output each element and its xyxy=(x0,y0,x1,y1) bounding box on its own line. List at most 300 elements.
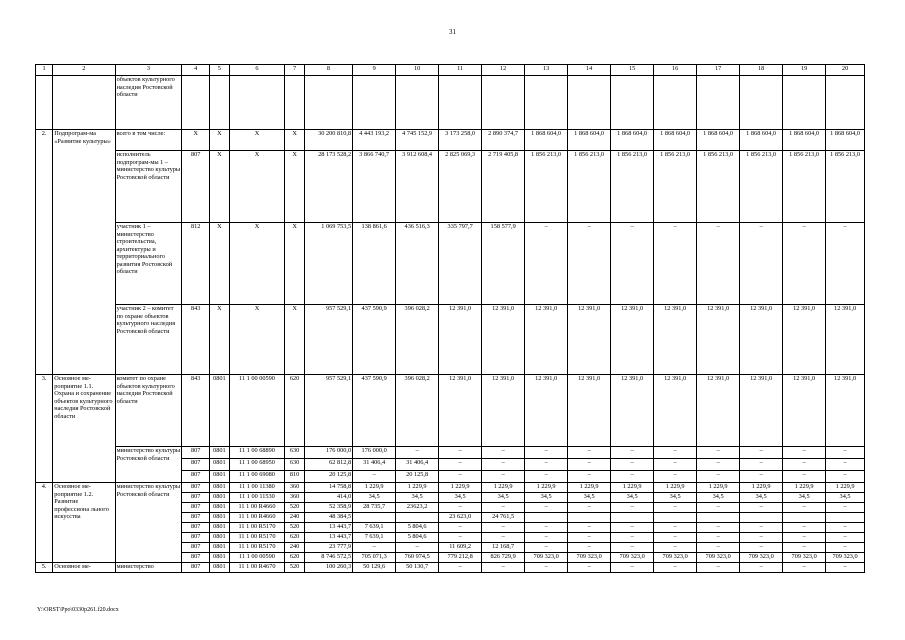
value-cell: – xyxy=(482,471,525,483)
admin-code-cell: 807 xyxy=(182,151,210,223)
expense-type-cell: 520 xyxy=(285,563,304,573)
admin-code-cell: 843 xyxy=(182,305,210,375)
target-code-cell: 11 1 00 00590 xyxy=(229,553,285,563)
target-code-cell: 11 1 00 68950 xyxy=(229,459,285,471)
value-cell: – xyxy=(697,523,740,533)
value-cell: 1 229,9 xyxy=(482,483,525,493)
executor-cell: исполнитель подпрограм-мы 1 – министерство культуры Ростовской области xyxy=(115,151,182,223)
expense-type-cell: 240 xyxy=(285,513,304,523)
value-cell: 5 804,6 xyxy=(396,533,439,543)
value-cell: – xyxy=(439,447,482,459)
value-cell: 23623,2 xyxy=(396,503,439,513)
empty-cell xyxy=(229,76,285,130)
section-code-cell: 0801 xyxy=(210,375,229,447)
value-cell: 7 639,1 xyxy=(353,523,396,533)
target-code-cell: 11 1 00 R4660 xyxy=(229,513,285,523)
target-code-cell: 11 1 00 R4670 xyxy=(229,563,285,573)
value-cell: – xyxy=(826,459,865,471)
section-code-cell: Х xyxy=(210,223,229,305)
target-code-cell: 11 1 00 R5170 xyxy=(229,533,285,543)
expense-type-cell: 240 xyxy=(285,543,304,553)
section-code-cell: 0801 xyxy=(210,543,229,553)
table-row xyxy=(36,305,865,375)
budget-table xyxy=(35,64,865,573)
admin-code-cell: Х xyxy=(182,130,210,151)
value-cell: – xyxy=(568,523,611,533)
value-cell: 28 173 528,2 xyxy=(304,151,352,223)
value-cell: – xyxy=(697,533,740,543)
header-row xyxy=(36,65,865,76)
target-code-cell: 11 1 00 69080 xyxy=(229,471,285,483)
executor-cell: министерство культуры Ростовской области xyxy=(115,447,182,483)
value-cell: 12 391,0 xyxy=(740,305,783,375)
column-header-2: 2 xyxy=(53,65,115,76)
column-header-18: 18 xyxy=(740,65,783,76)
value-cell: – xyxy=(783,503,826,513)
column-header-3: 3 xyxy=(115,65,182,76)
value-cell: 1 868 604,0 xyxy=(740,130,783,151)
value-cell: – xyxy=(783,543,826,553)
value-cell: – xyxy=(697,543,740,553)
value-cell: – xyxy=(482,563,525,573)
value-cell: – xyxy=(740,447,783,459)
value-cell: 1 856 213,0 xyxy=(740,151,783,223)
section-code-cell: 0801 xyxy=(210,471,229,483)
expense-type-cell: 620 xyxy=(285,375,304,447)
value-cell: – xyxy=(482,459,525,471)
value-cell: – xyxy=(654,223,697,305)
value-cell: 1 229,9 xyxy=(611,483,654,493)
admin-code-cell: 807 xyxy=(182,483,210,493)
column-header-5: 5 xyxy=(210,65,229,76)
program-name-cell: Подпрограм-ма «Развитие культуры» xyxy=(53,130,115,375)
value-cell: – xyxy=(611,459,654,471)
value-cell: 20 125,8 xyxy=(304,471,352,483)
column-header-14: 14 xyxy=(568,65,611,76)
value-cell: 31 406,4 xyxy=(396,459,439,471)
section-code-cell: Х xyxy=(210,305,229,375)
value-cell: – xyxy=(783,523,826,533)
empty-cell xyxy=(482,76,525,130)
section-code-cell: 0801 xyxy=(210,483,229,493)
empty-cell xyxy=(783,76,826,130)
column-header-20: 20 xyxy=(826,65,865,76)
row-number-cell: 3. xyxy=(36,375,53,483)
executor-cell: всего в том числе: xyxy=(115,130,182,151)
value-cell: 12 391,0 xyxy=(697,305,740,375)
value-cell: – xyxy=(568,543,611,553)
value-cell: 12 391,0 xyxy=(525,305,568,375)
value-cell: – xyxy=(439,563,482,573)
value-cell: – xyxy=(826,223,865,305)
value-cell: 100 260,3 xyxy=(304,563,352,573)
value-cell: 34,5 xyxy=(783,493,826,503)
executor-cell: министерство xyxy=(115,563,182,573)
value-cell: 50 129,6 xyxy=(353,563,396,573)
value-cell: 709 323,0 xyxy=(826,553,865,563)
value-cell: 34,5 xyxy=(611,493,654,503)
value-cell: – xyxy=(568,563,611,573)
value-cell: 12 391,0 xyxy=(439,375,482,447)
value-cell: – xyxy=(611,563,654,573)
value-cell: 34,5 xyxy=(826,493,865,503)
value-cell xyxy=(353,513,396,523)
value-cell: 34,5 xyxy=(740,493,783,503)
admin-code-cell: 807 xyxy=(182,543,210,553)
value-cell: 709 323,0 xyxy=(740,553,783,563)
value-cell: – xyxy=(396,447,439,459)
value-cell: 1 229,9 xyxy=(525,483,568,493)
target-code-cell: 11 1 00 R5170 xyxy=(229,523,285,533)
value-cell: 1 856 213,0 xyxy=(826,151,865,223)
value-cell: 2 890 374,7 xyxy=(482,130,525,151)
value-cell: 31 406,4 xyxy=(353,459,396,471)
value-cell: – xyxy=(740,533,783,543)
value-cell: – xyxy=(654,447,697,459)
expense-type-cell: 360 xyxy=(285,483,304,493)
table-row xyxy=(36,223,865,305)
value-cell xyxy=(826,513,865,523)
value-cell: – xyxy=(353,543,396,553)
empty-cell xyxy=(740,76,783,130)
admin-code-cell: 807 xyxy=(182,523,210,533)
value-cell: 1 229,9 xyxy=(740,483,783,493)
table-row xyxy=(36,563,865,573)
section-code-cell: 0801 xyxy=(210,503,229,513)
value-cell: – xyxy=(482,447,525,459)
value-cell: – xyxy=(826,447,865,459)
value-cell: – xyxy=(740,543,783,553)
value-cell: 437 590,9 xyxy=(353,375,396,447)
value-cell: – xyxy=(826,523,865,533)
empty-cell xyxy=(353,76,396,130)
empty-cell xyxy=(525,76,568,130)
executor-cell: министерство культуры Ростовской области xyxy=(115,483,182,563)
value-cell: 34,5 xyxy=(525,493,568,503)
value-cell: 1 856 213,0 xyxy=(783,151,826,223)
section-code-cell: 0801 xyxy=(210,553,229,563)
row-number-cell: 2. xyxy=(36,130,53,375)
row-number-cell: 5. xyxy=(36,563,53,573)
column-header-13: 13 xyxy=(525,65,568,76)
value-cell: – xyxy=(697,447,740,459)
value-cell: 1 856 213,0 xyxy=(568,151,611,223)
value-cell: 3 912 608,4 xyxy=(396,151,439,223)
value-cell: 12 391,0 xyxy=(740,375,783,447)
value-cell: – xyxy=(697,503,740,513)
empty-cell xyxy=(182,76,210,130)
value-cell: – xyxy=(654,471,697,483)
target-code-cell: 11 1 00 R5170 xyxy=(229,543,285,553)
admin-code-cell: 807 xyxy=(182,563,210,573)
value-cell: 34,5 xyxy=(396,493,439,503)
section-code-cell: 0801 xyxy=(210,459,229,471)
value-cell: – xyxy=(525,447,568,459)
value-cell: 34,5 xyxy=(482,493,525,503)
empty-cell xyxy=(36,76,53,130)
column-header-17: 17 xyxy=(697,65,740,76)
value-cell: 20 125,8 xyxy=(396,471,439,483)
value-cell: 62 812,8 xyxy=(304,459,352,471)
target-code-cell: 11 1 00 00590 xyxy=(229,375,285,447)
value-cell: 176 000,0 xyxy=(304,447,352,459)
expense-type-cell: 520 xyxy=(285,503,304,513)
value-cell: 7 639,1 xyxy=(353,533,396,543)
value-cell: 13 443,7 xyxy=(304,523,352,533)
value-cell: 1 229,9 xyxy=(568,483,611,493)
value-cell: 138 861,6 xyxy=(353,223,396,305)
value-cell: – xyxy=(396,543,439,553)
value-cell: 12 391,0 xyxy=(568,375,611,447)
value-cell xyxy=(740,513,783,523)
value-cell: 1 229,9 xyxy=(697,483,740,493)
value-cell: 1 856 213,0 xyxy=(525,151,568,223)
value-cell: – xyxy=(654,543,697,553)
value-cell: – xyxy=(740,503,783,513)
value-cell: 12 168,7 xyxy=(482,543,525,553)
expense-type-cell: 360 xyxy=(285,493,304,503)
value-cell xyxy=(396,513,439,523)
expense-type-cell: 620 xyxy=(285,553,304,563)
admin-code-cell: 812 xyxy=(182,223,210,305)
value-cell: – xyxy=(482,503,525,513)
value-cell: 1 868 604,0 xyxy=(783,130,826,151)
value-cell: – xyxy=(826,503,865,513)
empty-cell xyxy=(826,76,865,130)
value-cell: 705 071,3 xyxy=(353,553,396,563)
value-cell xyxy=(611,513,654,523)
target-code-cell: 11 1 00 R4660 xyxy=(229,503,285,513)
empty-cell xyxy=(611,76,654,130)
section-code-cell: 0801 xyxy=(210,563,229,573)
value-cell: 1 229,9 xyxy=(826,483,865,493)
value-cell: 709 323,0 xyxy=(525,553,568,563)
value-cell: – xyxy=(654,459,697,471)
value-cell: 12 391,0 xyxy=(826,375,865,447)
section-code-cell: 0801 xyxy=(210,447,229,459)
expense-type-cell: 630 xyxy=(285,459,304,471)
section-code-cell: 0801 xyxy=(210,513,229,523)
expense-type-cell: 810 xyxy=(285,471,304,483)
value-cell: – xyxy=(697,223,740,305)
value-cell: 34,5 xyxy=(654,493,697,503)
target-code-cell: 11 1 00 11530 xyxy=(229,493,285,503)
value-cell: – xyxy=(525,523,568,533)
value-cell: 12 391,0 xyxy=(783,375,826,447)
section-code-cell: Х xyxy=(210,151,229,223)
value-cell: 23 623,0 xyxy=(439,513,482,523)
column-header-19: 19 xyxy=(783,65,826,76)
value-cell: 12 391,0 xyxy=(611,305,654,375)
table-row xyxy=(36,130,865,151)
value-cell: 709 323,0 xyxy=(611,553,654,563)
admin-code-cell: 807 xyxy=(182,513,210,523)
value-cell: – xyxy=(697,459,740,471)
value-cell: 14 758,8 xyxy=(304,483,352,493)
executor-cell: участник 2 – комитет по охране объектов культурного наследия Ростовской области xyxy=(115,305,182,375)
column-header-11: 11 xyxy=(439,65,482,76)
admin-code-cell: 807 xyxy=(182,533,210,543)
value-cell: 1 069 753,5 xyxy=(304,223,352,305)
value-cell: 2 825 069,3 xyxy=(439,151,482,223)
value-cell: – xyxy=(353,471,396,483)
value-cell: 1 856 213,0 xyxy=(697,151,740,223)
page-number: 31 xyxy=(449,28,456,36)
value-cell: 1 868 604,0 xyxy=(568,130,611,151)
value-cell: 12 391,0 xyxy=(826,305,865,375)
column-header-8: 8 xyxy=(304,65,352,76)
table-row xyxy=(36,76,865,130)
value-cell: – xyxy=(611,523,654,533)
admin-code-cell: 843 xyxy=(182,375,210,447)
value-cell: 3 866 740,7 xyxy=(353,151,396,223)
empty-cell xyxy=(53,76,115,130)
value-cell: – xyxy=(525,223,568,305)
row-number-cell: 4. xyxy=(36,483,53,563)
value-cell: 30 200 810,8 xyxy=(304,130,352,151)
admin-code-cell: 807 xyxy=(182,459,210,471)
empty-cell xyxy=(697,76,740,130)
file-path-footer: Y:\ORST\Ppo\0330p261.f20.docx xyxy=(37,607,119,613)
value-cell: – xyxy=(568,503,611,513)
empty-cell xyxy=(439,76,482,130)
value-cell: 4 443 193,2 xyxy=(353,130,396,151)
value-cell: – xyxy=(654,503,697,513)
value-cell: 1 229,9 xyxy=(783,483,826,493)
table-row xyxy=(36,483,865,493)
target-code-cell: Х xyxy=(229,305,285,375)
value-cell: 1 868 604,0 xyxy=(525,130,568,151)
target-code-cell: 11 1 00 11380 xyxy=(229,483,285,493)
value-cell: – xyxy=(568,533,611,543)
value-cell xyxy=(783,513,826,523)
section-code-cell: 0801 xyxy=(210,493,229,503)
empty-cell xyxy=(396,76,439,130)
value-cell: 34,5 xyxy=(439,493,482,503)
expense-type-cell: Х xyxy=(285,223,304,305)
value-cell: – xyxy=(697,471,740,483)
table-row xyxy=(36,447,865,459)
value-cell: 12 391,0 xyxy=(525,375,568,447)
value-cell: – xyxy=(740,459,783,471)
value-cell: 34,5 xyxy=(568,493,611,503)
table-row xyxy=(36,151,865,223)
value-cell: – xyxy=(654,523,697,533)
expense-type-cell: Х xyxy=(285,151,304,223)
value-cell: 826 729,9 xyxy=(482,553,525,563)
value-cell: 957 529,1 xyxy=(304,375,352,447)
column-header-10: 10 xyxy=(396,65,439,76)
value-cell: 1 856 213,0 xyxy=(611,151,654,223)
value-cell: 1 229,9 xyxy=(439,483,482,493)
value-cell: – xyxy=(611,223,654,305)
empty-cell xyxy=(210,76,229,130)
expense-type-cell: Х xyxy=(285,130,304,151)
column-header-7: 7 xyxy=(285,65,304,76)
value-cell: 23 777,9 xyxy=(304,543,352,553)
value-cell: – xyxy=(826,563,865,573)
column-header-12: 12 xyxy=(482,65,525,76)
value-cell: – xyxy=(439,533,482,543)
value-cell: 1 856 213,0 xyxy=(654,151,697,223)
value-cell: – xyxy=(525,543,568,553)
target-code-cell: Х xyxy=(229,223,285,305)
value-cell: – xyxy=(826,471,865,483)
value-cell: – xyxy=(439,471,482,483)
value-cell: – xyxy=(783,223,826,305)
empty-cell xyxy=(285,76,304,130)
value-cell: 709 323,0 xyxy=(654,553,697,563)
section-code-cell: 0801 xyxy=(210,533,229,543)
section-code-cell: 0801 xyxy=(210,523,229,533)
value-cell: 13 443,7 xyxy=(304,533,352,543)
value-cell: – xyxy=(439,459,482,471)
value-cell: 396 028,2 xyxy=(396,375,439,447)
value-cell: 11 609,2 xyxy=(439,543,482,553)
value-cell: 158 577,9 xyxy=(482,223,525,305)
value-cell: 1 229,9 xyxy=(654,483,697,493)
value-cell: – xyxy=(525,533,568,543)
admin-code-cell: 807 xyxy=(182,493,210,503)
value-cell: – xyxy=(697,563,740,573)
value-cell: 48 384,5 xyxy=(304,513,352,523)
measure-name-cell: Основное ме-роприятие 1.2. Развитие профессиона льного искусства xyxy=(53,483,115,563)
value-cell: – xyxy=(740,223,783,305)
value-cell: 709 323,0 xyxy=(568,553,611,563)
value-cell: 50 130,7 xyxy=(396,563,439,573)
section-code-cell: Х xyxy=(210,130,229,151)
value-cell: 12 391,0 xyxy=(568,305,611,375)
value-cell: 12 391,0 xyxy=(697,375,740,447)
value-cell: – xyxy=(826,543,865,553)
value-cell: – xyxy=(482,523,525,533)
measure-name-cell: Основное ме- xyxy=(53,563,115,573)
value-cell: – xyxy=(783,533,826,543)
admin-code-cell: 807 xyxy=(182,503,210,513)
empty-cell xyxy=(568,76,611,130)
value-cell: 12 391,0 xyxy=(482,375,525,447)
target-code-cell: Х xyxy=(229,151,285,223)
value-cell: – xyxy=(611,503,654,513)
value-cell: 1 868 604,0 xyxy=(611,130,654,151)
value-cell: 12 391,0 xyxy=(654,375,697,447)
expense-type-cell: Х xyxy=(285,305,304,375)
admin-code-cell: 807 xyxy=(182,553,210,563)
value-cell: 8 746 572,5 xyxy=(304,553,352,563)
expense-type-cell: 520 xyxy=(285,523,304,533)
value-cell: – xyxy=(783,471,826,483)
table-body xyxy=(36,76,865,573)
target-code-cell: 11 1 00 68890 xyxy=(229,447,285,459)
value-cell: – xyxy=(482,533,525,543)
value-cell: – xyxy=(525,563,568,573)
value-cell: 2 719 405,8 xyxy=(482,151,525,223)
value-cell: 52 358,9 xyxy=(304,503,352,513)
column-header-4: 4 xyxy=(182,65,210,76)
executor-cell: объектов культурного наследия Ростовской области xyxy=(115,76,182,130)
value-cell: – xyxy=(439,503,482,513)
value-cell xyxy=(525,513,568,523)
value-cell: – xyxy=(568,223,611,305)
value-cell: 396 028,2 xyxy=(396,305,439,375)
value-cell: 12 391,0 xyxy=(439,305,482,375)
value-cell xyxy=(697,513,740,523)
expense-type-cell: 630 xyxy=(285,447,304,459)
value-cell: 779 212,8 xyxy=(439,553,482,563)
value-cell: – xyxy=(439,523,482,533)
value-cell: 957 529,1 xyxy=(304,305,352,375)
value-cell: – xyxy=(568,471,611,483)
